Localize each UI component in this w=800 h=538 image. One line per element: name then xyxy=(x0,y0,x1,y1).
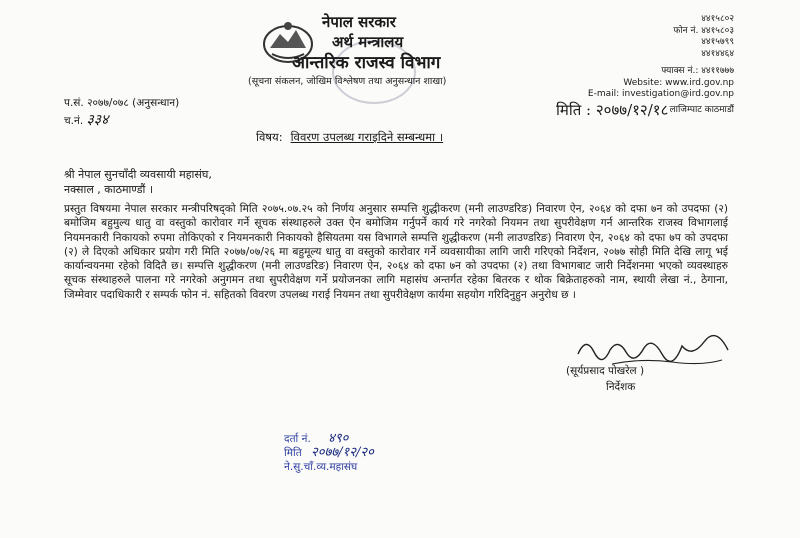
header-ministry: अर्थ मन्त्रालय xyxy=(332,33,404,51)
email: E-mail: investigation@ird.gov.np xyxy=(587,89,734,99)
received-date-value: २०७७/१२/२० xyxy=(311,445,374,460)
fax: फ्याक्स नं.: ४४११७७७ xyxy=(661,66,734,76)
signer-title: निर्देशक xyxy=(606,381,636,393)
dispatch-number xyxy=(64,110,108,129)
phone-4: ४४१४४६४ xyxy=(701,48,734,59)
received-number-value: ४९० xyxy=(328,431,349,446)
dispatch-label: च.नं. xyxy=(64,115,84,127)
recipient-name: श्री नेपाल सुनचाँदी व्यवसायी महासंघ, xyxy=(64,168,212,181)
subject-text: विवरण उपलब्ध गराइदिने सम्बन्धमा । xyxy=(290,130,444,144)
signer-name: (सूर्यप्रसाद पोखरेल ) xyxy=(566,365,645,377)
reference-number: प.सं. २०७७/०७८ (अनुसन्धान) xyxy=(64,97,180,109)
received-number-row xyxy=(284,432,444,446)
letter-date: मिति : २०७७/१२/१८ xyxy=(556,101,669,119)
received-org: ने.सु.चाँ.व्य.महासंघ xyxy=(284,461,358,473)
subject-line xyxy=(256,130,443,145)
website: Website: www.ird.gov.np xyxy=(623,77,734,88)
received-date-row xyxy=(284,446,444,460)
header-section: (सूचना संकलन, जोखिम विश्लेषण तथा अनुसन्धान शाखा) xyxy=(248,76,447,87)
phone-3: ४४१५७९९ xyxy=(701,37,734,47)
received-number-label: दर्ता नं. xyxy=(284,433,311,445)
office-location: लाजिम्पाट काठमाडौं xyxy=(669,104,734,115)
dispatch-value: ३३४ xyxy=(86,112,109,128)
header-government: नेपाल सरकार xyxy=(322,13,396,31)
letter-body: प्रस्तुत विषयमा नेपाल सरकार मन्त्रीपरिषद्को मिति २०७५.०७.२५ को निर्णय अनुसार सम्पत्ति शुद्धीकरण (मनी लाउण्डरिङ) निवारण ऐन, २०६४ को दफा ७न को उपदफा (२) बमोजिम बहुमुल्य धातु वा वस्तुको कारोवार गर्ने सूचक संस्थाहरुले उक्त ऐन बमोजिम गर्नुपर्ने कार्य गरे नगरेको नियमन तथा सुपरीवेक्षण गर्न आन्तरिक राजस्व विभागलाई नियमनकारी निकायको रुपमा तोकिएको र नियमनकारी निकायको हैसियतमा यस विभागले सम्पत्ति शुद्धीकरण (मनी लाउण्डरिङ) निवारण ऐन, २०६४ को दफा ७प को उपदफा (२) ले दिएको अधिकार प्रयोग गरी मिति २०७७/०७/२६ मा बहुमूल्य धातु वा वस्तुको कारोवार गर्ने व्यवसायीका लागि जारी गरिएको निर्देशन, २०७७ सोही मिति देखि लागू भई कार्यान्वयनमा रहेको विदितै छ। सम्पत्ति शुद्धीकरण (मनी लाउण्डरिङ) निवारण ऐन, २०६४ को दफा ७न को उपदफा (२) तथा विभागबाट जारी निर्देशनमा भएको व्यवस्थाहरु सूचक संस्थाहरुले पालना गरे नगरेको अनुगमन तथा सुपरीवेक्षण गर्ने प्रयोजनका लागि महासंघ अन्तर्गत रहेका बितरक र थोक बिक्रेताहरुको नाम, स्थायी लेखा नं., ठेगाना, जिम्मेवार पदाधिकारी र सम्पर्क फोन नं. सहितको विवरण उपलब्ध गराई नियमन तथा सुपरीवेक्षण कार्यमा सहयोग गरिदिनुहुन अनुरोध छ । xyxy=(64,203,728,301)
received-stamp xyxy=(284,432,444,488)
recipient-address: नक्साल , काठमाण्डौं । xyxy=(64,183,154,196)
header-department: आन्तरिक राजस्व विभाग xyxy=(292,53,441,73)
phone-2: फोन नं. ४४१५८०३ xyxy=(673,25,734,36)
phone-1: ४४१५८०२ xyxy=(701,14,734,24)
subject-label: विषय: xyxy=(256,130,283,144)
received-date-label: मिति xyxy=(284,447,302,459)
